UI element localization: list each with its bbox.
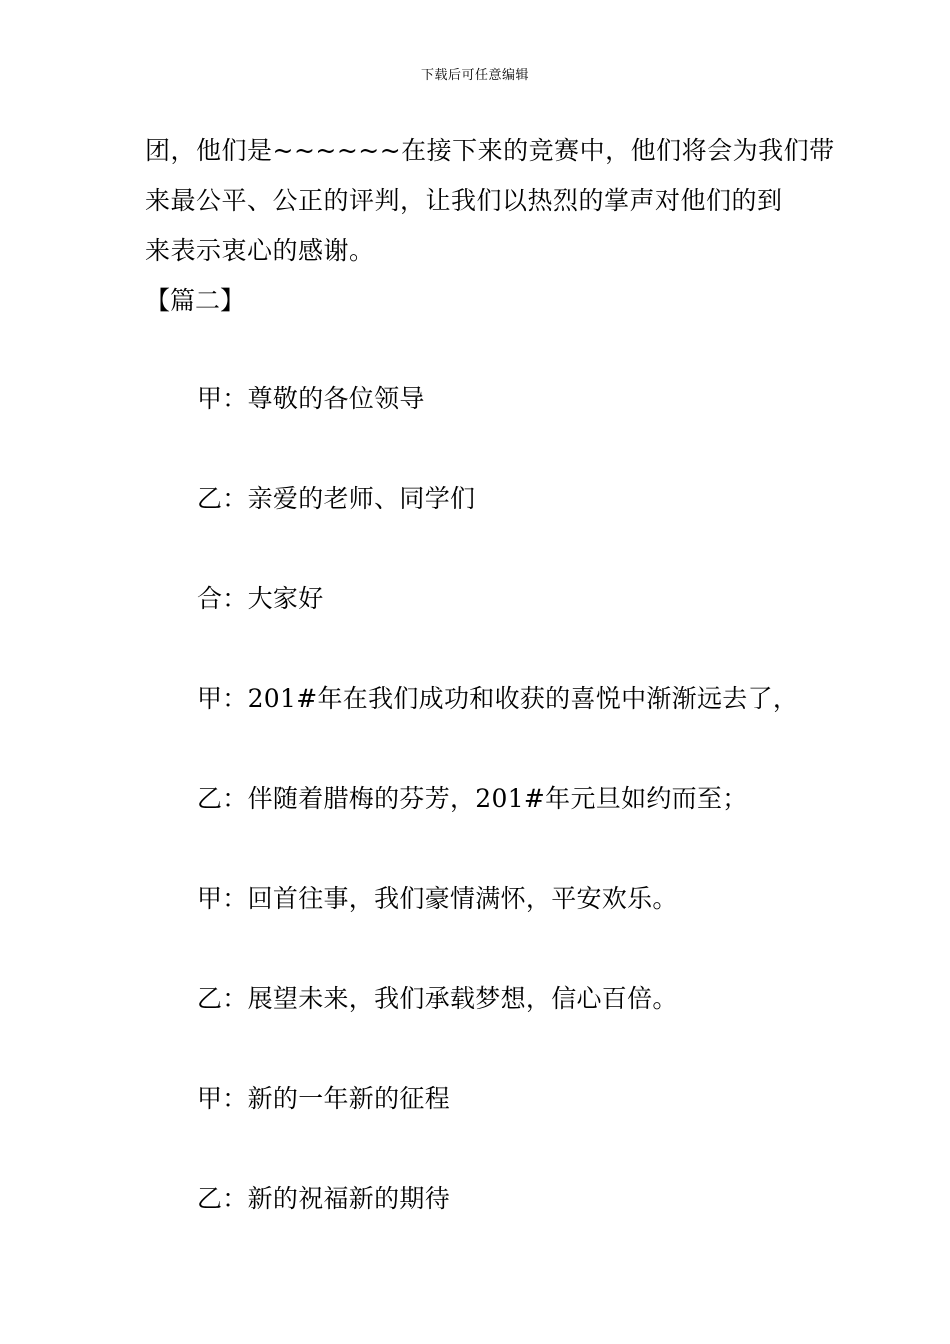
body-paragraph (145, 126, 835, 276)
dialogue-line: 甲：新的一年新的征程 (197, 1084, 451, 1113)
dialogue-line: 合：大家好 (197, 584, 324, 613)
dialogue-line: 甲：尊敬的各位领导 (197, 384, 425, 413)
paragraph-line: 来表示衷心的感谢。 (145, 236, 375, 265)
dialogue-line: 乙：展望未来，我们承载梦想，信心百倍。 (197, 984, 678, 1013)
dialogue-line: 乙：亲爱的老师、同学们 (197, 484, 476, 513)
paragraph-line: 团，他们是~~~~~~在接下来的竞赛中，他们将会为我们带 (145, 136, 835, 165)
dialogue-line: 乙：新的祝福新的期待 (197, 1184, 451, 1213)
page-header: 下载后可任意编辑 (420, 68, 529, 83)
dialogue-list (197, 374, 798, 1274)
dialogue-line: 甲：201#年在我们成功和收获的喜悦中渐渐远去了， (197, 684, 799, 713)
dialogue-line: 乙：伴随着腊梅的芬芳，201#年元旦如约而至； (197, 784, 748, 813)
paragraph-line: 来最公平、公正的评判，让我们以热烈的掌声对他们的到 (145, 186, 783, 215)
dialogue-line: 甲：回首往事，我们豪情满怀，平安欢乐。 (197, 884, 678, 913)
section-heading: 【篇二】 (145, 286, 246, 315)
